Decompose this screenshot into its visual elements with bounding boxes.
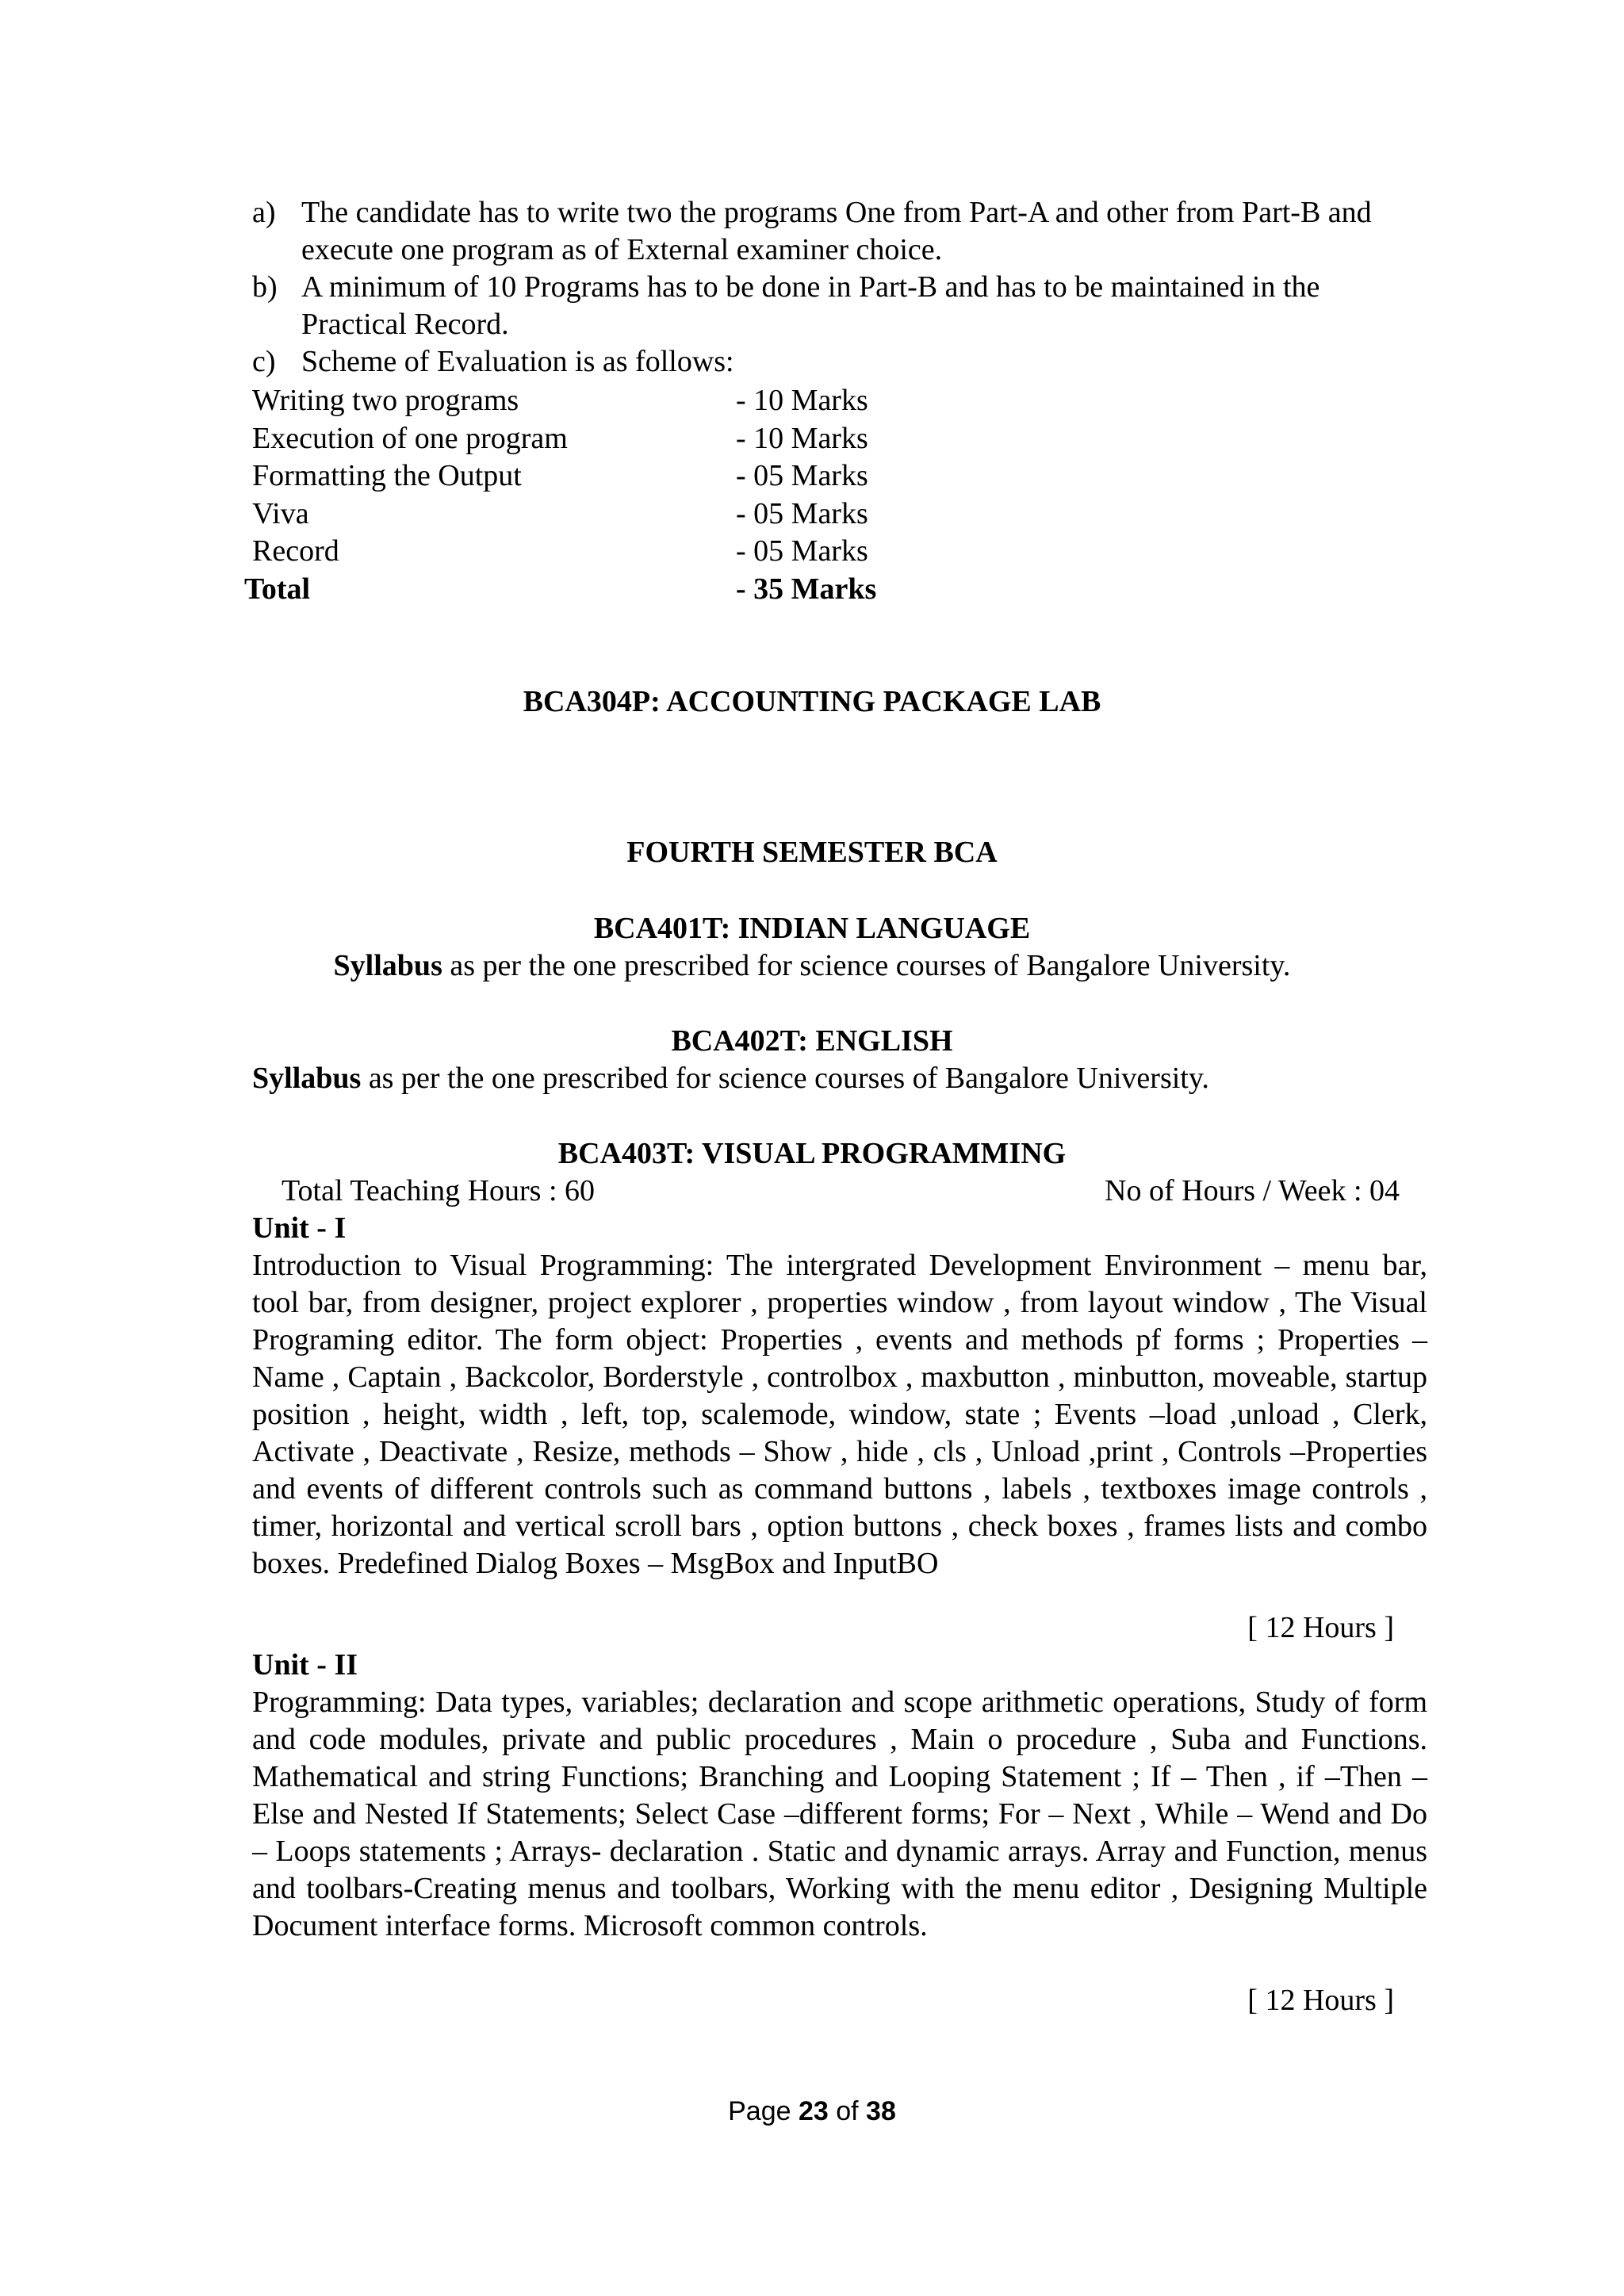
- evaluation-row: [252, 382, 966, 420]
- instruction-label: c): [252, 345, 276, 378]
- instruction-item: [252, 194, 1426, 269]
- total-teaching-hours: Total Teaching Hours : 60: [282, 1174, 596, 1207]
- evaluation-row: [252, 496, 966, 534]
- syllabus-rest: as per the one prescribed for science courses of Bangalore University.: [442, 949, 1291, 982]
- page-current: 23: [798, 2096, 829, 2126]
- unit-1-hours: [ 12 Hours ]: [1247, 1611, 1394, 1644]
- evaluation-item: Writing two programs: [252, 384, 519, 417]
- english-heading: BCA402T: ENGLISH: [671, 1024, 953, 1058]
- evaluation-scheme: [244, 382, 966, 608]
- indian-language-heading: BCA401T: INDIAN LANGUAGE: [593, 912, 1031, 945]
- page-total: 38: [866, 2096, 896, 2126]
- unit-1-content: Introduction to Visual Programming: The intergrated Development Environment – menu bar, tool bar, from designer, project explorer , properties window , from layout window , The Visual Programing editor. The form object: Properties , events and methods pf forms ; Properties – Name , Captain , Backcolor, Borderstyle , controlbox , maxbutton , minbutton, moveable, startup position , height, width , left, top, scalemode, window, state ; Events –load ,unload , Clerk, Activate , Deactivate , Resize, methods – Show , hide , cls , Unload ,print , Controls –Properties and events of different controls such as command buttons , labels , textboxes image controls , timer, horizontal and vertical scroll bars , option buttons , check boxes , frames lists and combo boxes. Predefined Dialog Boxes – MsgBox and InputBO: [252, 1249, 1427, 1580]
- syllabus-bold: Syllabus: [252, 1062, 362, 1095]
- page-number: [0, 2093, 1624, 2130]
- evaluation-item: Viva: [252, 496, 309, 530]
- evaluation-marks: - 05 Marks: [736, 534, 868, 568]
- evaluation-marks: - 10 Marks: [736, 421, 868, 455]
- syllabus-bold: Syllabus: [333, 949, 442, 982]
- evaluation-marks: - 05 Marks: [736, 496, 868, 530]
- unit-2-content: Programming: Data types, variables; declaration and scope arithmetic operations, Study of form and code modules, private and public procedures , Main o procedure , Suba and Functions. Mathematical and string Functions; Branching and Looping Statement ; If – Then , if –Then –Else and Nested If Statements; Select Case –different forms; For – Next , While – Wend and Do – Loops statements ; Arrays- declaration . Static and dynamic arrays. Array and Function, menus and toolbars-Creating menus and toolbars, Working with the menu editor , Designing Multiple Document interface forms. Microsoft common controls.: [252, 1686, 1427, 1942]
- evaluation-row: [252, 420, 966, 458]
- instruction-text: Scheme of Evaluation is as follows:: [301, 345, 734, 378]
- evaluation-marks: - 05 Marks: [736, 459, 868, 492]
- instruction-list: [252, 194, 1426, 381]
- hours-per-week: No of Hours / Week : 04: [1105, 1174, 1400, 1207]
- instruction-label: b): [252, 270, 278, 304]
- instruction-label: a): [252, 196, 276, 229]
- unit-2-title: Unit - II: [252, 1648, 358, 1682]
- evaluation-row: [252, 457, 966, 496]
- teaching-hours-row: [282, 1173, 1400, 1210]
- semester-heading: FOURTH SEMESTER BCA: [626, 836, 998, 869]
- page-prefix: Page: [728, 2096, 799, 2126]
- evaluation-total-label: Total: [244, 572, 311, 606]
- unit-2-hours: [ 12 Hours ]: [1247, 1984, 1394, 2017]
- unit-1-title: Unit - I: [252, 1211, 347, 1245]
- english-syllabus: [252, 1060, 1209, 1097]
- evaluation-item: Record: [252, 534, 339, 568]
- page-middle: of: [828, 2096, 867, 2126]
- evaluation-total-row: [244, 571, 966, 609]
- instruction-text: A minimum of 10 Programs has to be done in Part-B and has to be maintained in the Practical Record.: [301, 270, 1320, 341]
- evaluation-marks: - 10 Marks: [736, 384, 868, 417]
- evaluation-row: [252, 533, 966, 571]
- evaluation-item: Formatting the Output: [252, 459, 522, 492]
- evaluation-total-marks: - 35 Marks: [736, 572, 877, 606]
- instruction-item: [252, 343, 1426, 381]
- lab-heading: BCA304P: ACCOUNTING PACKAGE LAB: [523, 685, 1101, 718]
- instruction-item: [252, 269, 1426, 343]
- evaluation-item: Execution of one program: [252, 421, 568, 455]
- visual-programming-heading: BCA403T: VISUAL PROGRAMMING: [557, 1137, 1067, 1170]
- instruction-text: The candidate has to write two the programs One from Part-A and other from Part-B and execute one program as of External examiner choice.: [301, 196, 1372, 266]
- indian-language-syllabus: [0, 947, 1624, 985]
- syllabus-rest: as per the one prescribed for science courses of Bangalore University.: [361, 1062, 1209, 1095]
